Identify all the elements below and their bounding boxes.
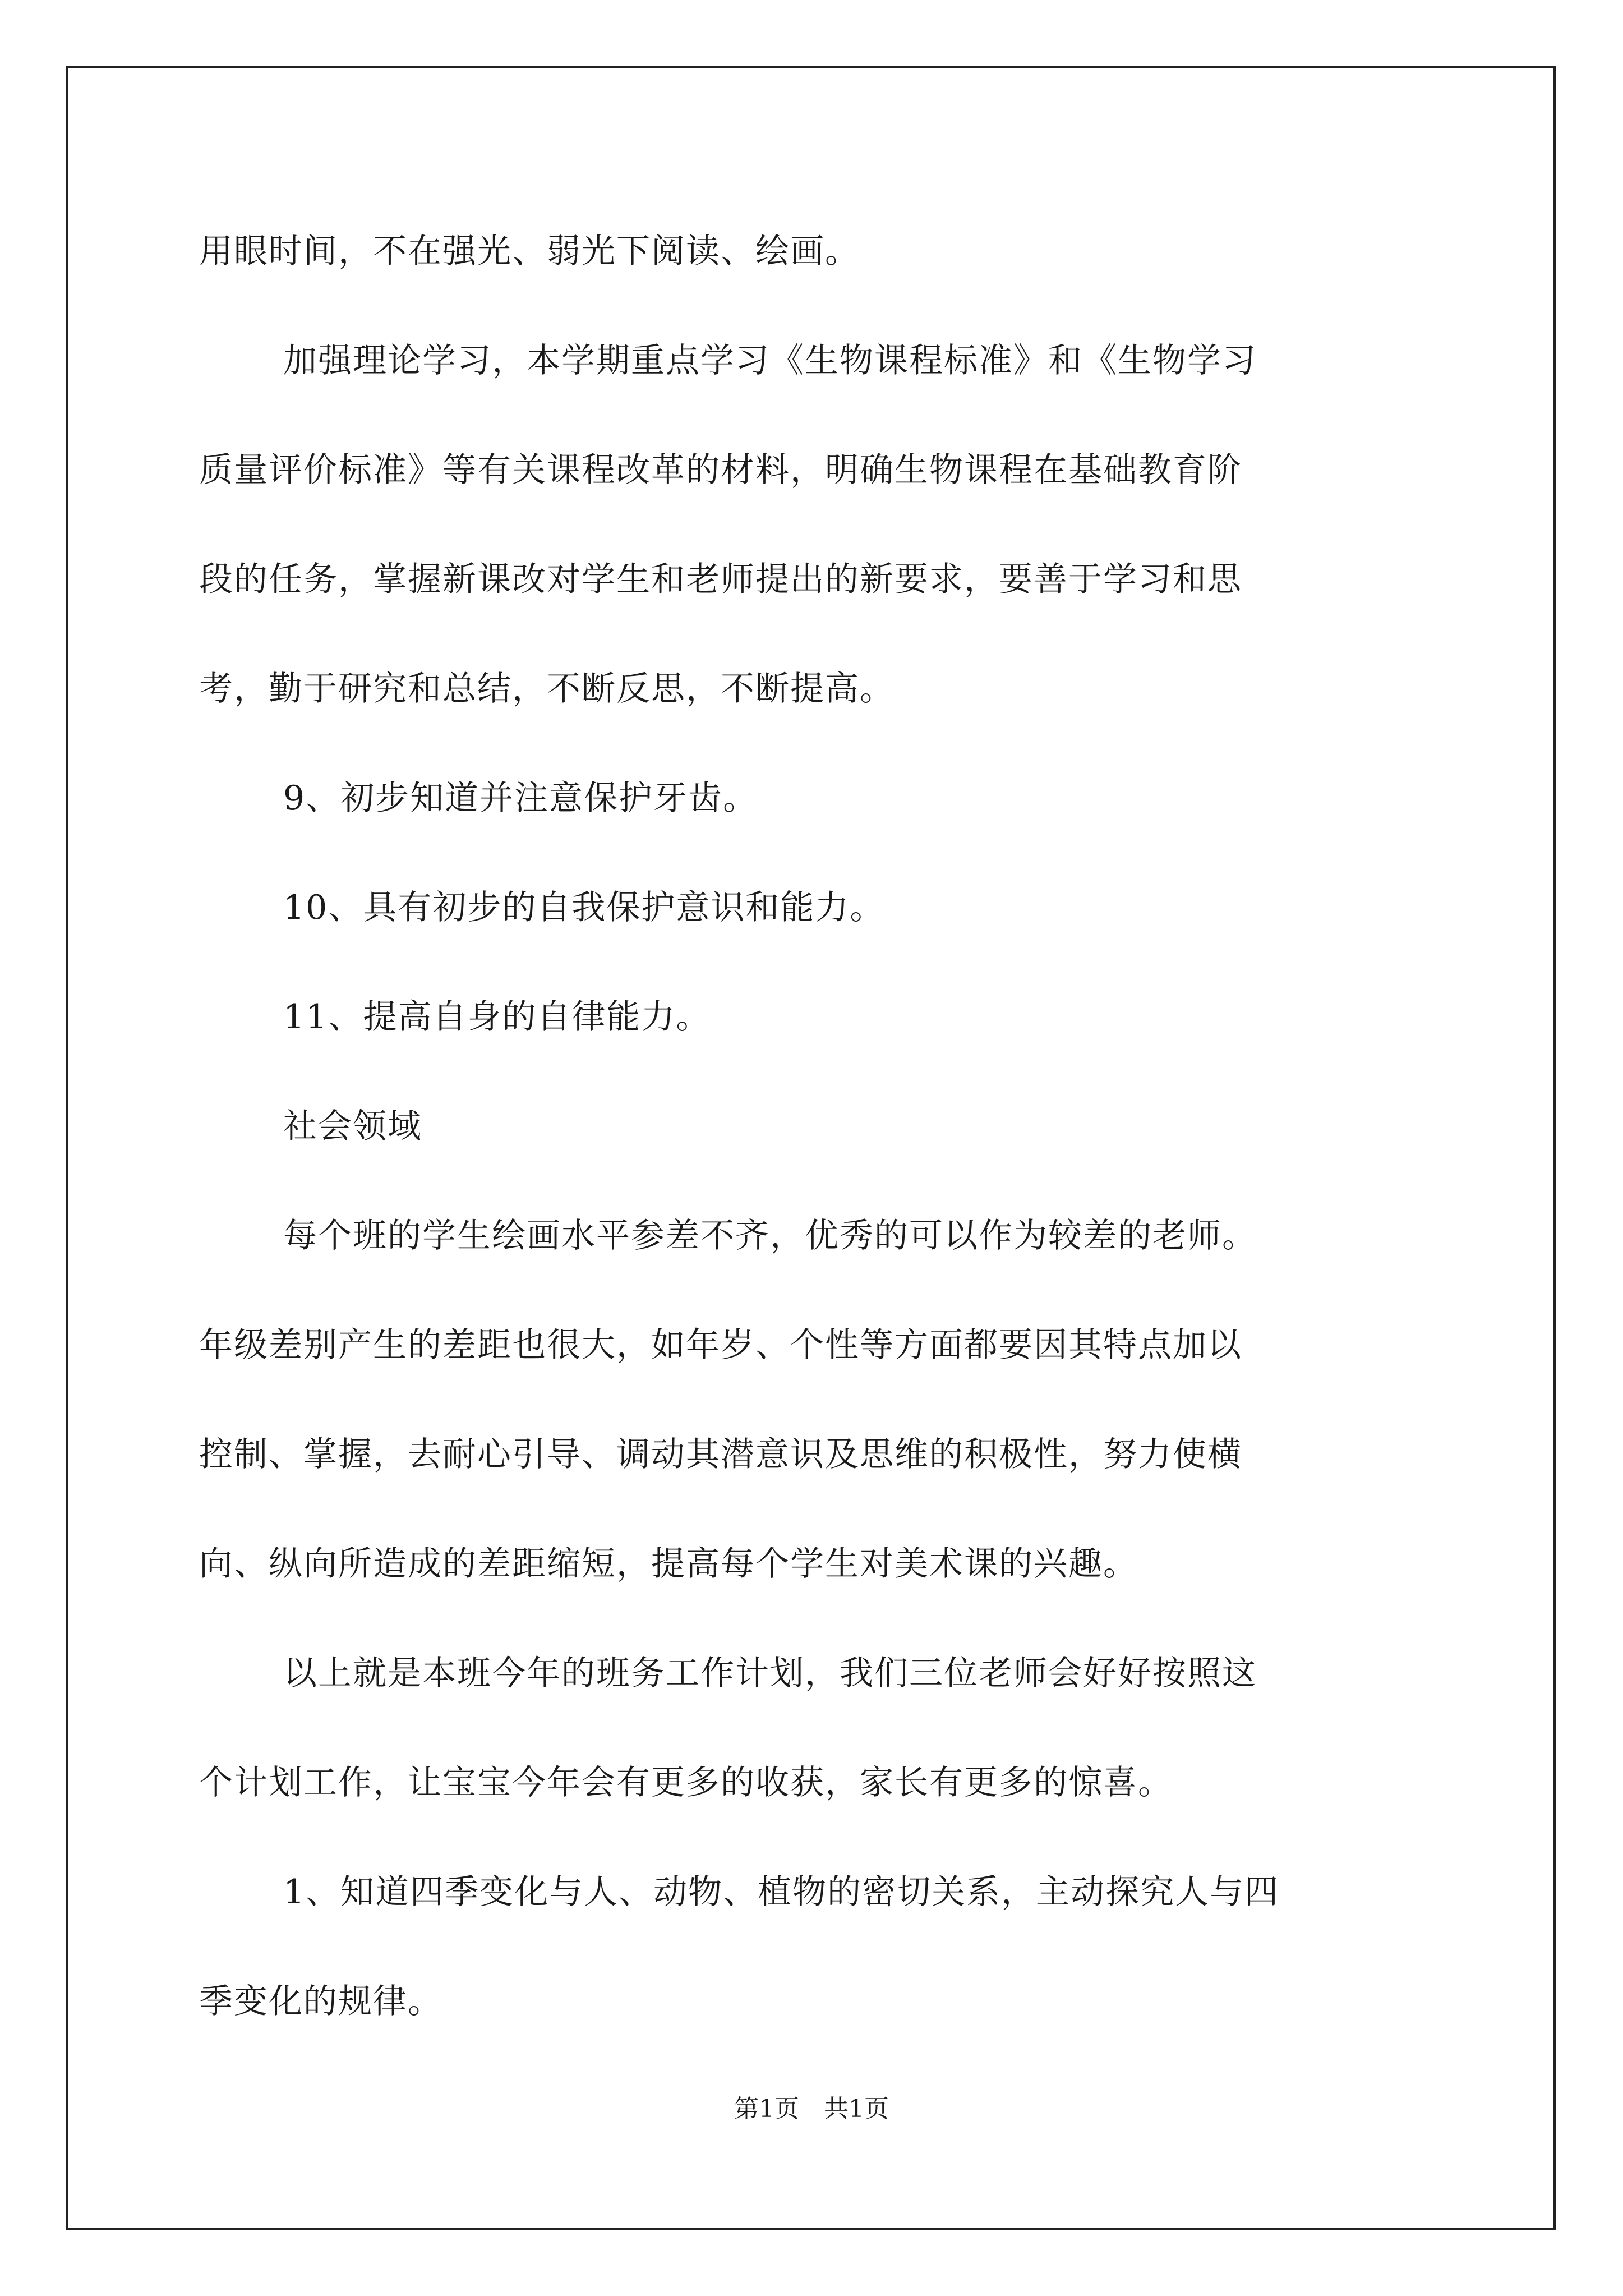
paragraph-first-line: 10、具有初步的自我保护意识和能力。 [283, 888, 885, 927]
text-line: 控制、掌握，去耐心引导、调动其潜意识及思维的积极性，努力使横 [199, 1435, 1242, 1474]
paragraph-first-line: 11、提高自身的自律能力。 [283, 997, 711, 1037]
text-line: 向、纵向所造成的差距缩短，提高每个学生对美术课的兴趣。 [199, 1544, 1138, 1584]
paragraph-first-line: 9、初步知道并注意保护牙齿。 [283, 779, 758, 818]
paragraph-first-line: 加强理论学习，本学期重点学习《生物课程标准》和《生物学习 [283, 341, 1257, 380]
page-number-footer: 第1页 共1页 [734, 2095, 889, 2123]
text-line: 考，勤于研究和总结，不断反思，不断提高。 [199, 669, 895, 708]
paragraph-first-line: 1、知道四季变化与人、动物、植物的密切关系，主动探究人与四 [283, 1872, 1280, 1912]
section-heading: 社会领域 [283, 1107, 422, 1146]
text-line: 质量评价标准》等有关课程改革的材料，明确生物课程在基础教育阶 [199, 450, 1242, 490]
paragraph-first-line: 以上就是本班今年的班务工作计划，我们三位老师会好好按照这 [283, 1654, 1257, 1693]
text-line: 个计划工作，让宝宝今年会有更多的收获，家长有更多的惊喜。 [199, 1763, 1173, 1802]
text-line: 段的任务，掌握新课改对学生和老师提出的新要求，要善于学习和思 [199, 560, 1242, 599]
text-line: 用眼时间，不在强光、弱光下阅读、绘画。 [199, 232, 860, 271]
text-line: 年级差别产生的差距也很大，如年岁、个性等方面都要因其特点加以 [199, 1326, 1242, 1365]
paragraph-first-line: 每个班的学生绘画水平参差不齐，优秀的可以作为较差的老师。 [283, 1216, 1257, 1255]
text-line: 季变化的规律。 [199, 1982, 442, 2021]
